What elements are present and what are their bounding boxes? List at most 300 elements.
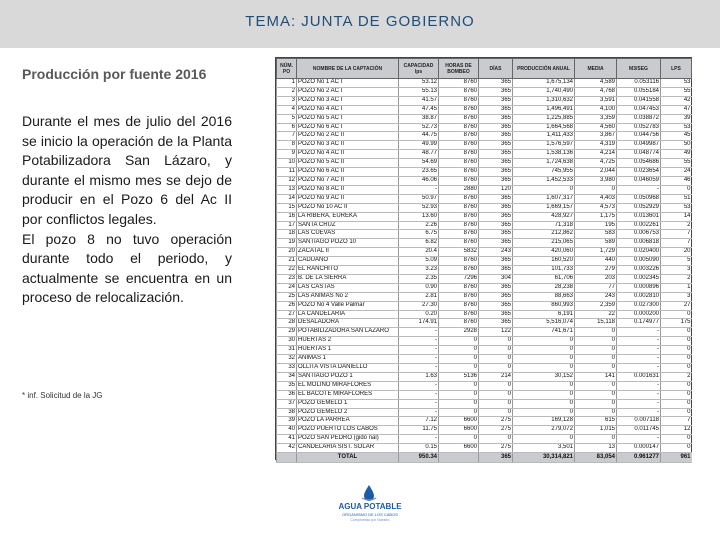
table-cell: - [399,328,439,337]
table-cell: 1,538,136 [513,150,575,159]
table-row [277,408,692,417]
table-cell: 0.005090 [617,257,661,266]
table-cell: 5 [277,114,297,123]
table-cell: 5832 [439,248,479,257]
table-cell: 428,927 [513,212,575,221]
table-cell: POZO No 9 AC II [297,194,399,203]
table-cell: - [399,390,439,399]
table-cell: 0 [575,381,617,390]
table-cell: EL MOLINO MIRAFLORES [297,381,399,390]
table-cell: 31 [277,346,297,355]
table-cell: 38.87 [399,114,439,123]
table-cell: 365 [479,176,513,185]
table-cell: 7 [661,230,692,239]
total-cell: 365 [479,453,513,463]
table-cell: 0 [439,364,479,373]
table-cell: 6.75 [399,230,439,239]
table-row [277,310,692,319]
logo-subtitle: ORGANISMO DE LOS CABOS [342,512,398,517]
table-cell: 0 [513,408,575,417]
table-cell: 54.69 [399,159,439,168]
table-cell: 8760 [439,266,479,275]
table-cell: 0 [479,364,513,373]
table-total-row [277,453,692,463]
table-row [277,239,692,248]
table-cell: 0.041558 [617,96,661,105]
table-cell: CADUAÑO [297,257,399,266]
column-header: NÚM. PO [277,59,297,79]
table-row [277,123,692,132]
table-cell: 365 [479,230,513,239]
table-row [277,194,692,203]
table-cell: 44.75 [399,132,439,141]
table-cell: 13 [575,444,617,453]
table-cell: POZO No 5 AC II [297,159,399,168]
table-cell: 8760 [439,221,479,230]
table-cell: 365 [479,212,513,221]
table-cell: 0 [575,408,617,417]
table-cell: 0.020400 [617,248,661,257]
table-cell: 0 [661,390,692,399]
table-cell: 2 [661,221,692,230]
table-cell: 1,669,157 [513,203,575,212]
table-row [277,248,692,257]
table-cell: 5.09 [399,257,439,266]
table-cell: 8760 [439,283,479,292]
table-row [277,105,692,114]
left-content [22,66,232,308]
table-cell: 8760 [439,292,479,301]
table-cell: - [399,399,439,408]
table-cell: 35 [277,381,297,390]
table-cell: 0.002810 [617,292,661,301]
table-cell: 0 [513,435,575,444]
table-cell: 365 [479,132,513,141]
table-cell: 41.57 [399,96,439,105]
table-cell: 11.75 [399,426,439,435]
table-cell: 8760 [439,123,479,132]
table-cell: 0 [661,355,692,364]
table-cell: DESALADORA [297,319,399,328]
table-cell: 5 [661,257,692,266]
table-cell: 88,663 [513,292,575,301]
table-cell: 0.15 [399,444,439,453]
table-cell: 2 [277,87,297,96]
table-cell: 41 [277,435,297,444]
table-cell: 7296 [439,274,479,283]
table-cell: 0 [575,185,617,194]
table-cell: 0 [661,399,692,408]
page-title: TEMA: JUNTA DE GOBIERNO [245,13,475,30]
table-cell: 0 [661,444,692,453]
table-cell: 195 [575,221,617,230]
table-cell: 9 [277,150,297,159]
table-row [277,221,692,230]
column-header: DÍAS [479,59,513,79]
table-cell: 7 [661,417,692,426]
table-cell: POZO No 4 AC I [297,105,399,114]
table-row [277,87,692,96]
table-cell: 120 [479,185,513,194]
table-cell: 48.77 [399,150,439,159]
table-cell: - [617,364,661,373]
table-cell: 0 [479,435,513,444]
table-cell: 1,724,638 [513,159,575,168]
table-cell: 4,560 [575,123,617,132]
table-cell: 440 [575,257,617,266]
table-row [277,417,692,426]
table-cell: 30,152 [513,372,575,381]
table-cell: 741,671 [513,328,575,337]
footnote: * inf. Solicitud de la JG [22,391,103,400]
table-cell: SANTIAGO POZO 1 [297,372,399,381]
table-cell: 34 [277,372,297,381]
table-cell: - [617,328,661,337]
table-cell: LAS CASTAS [297,283,399,292]
table-cell: POZO No 4 AC II [297,150,399,159]
table-cell: POZO GEMELO 1 [297,399,399,408]
table-row [277,435,692,444]
table-cell: 0 [661,381,692,390]
table-cell: 0 [661,346,692,355]
table-cell: 24 [661,168,692,177]
table-cell: - [399,408,439,417]
table-cell: 26 [277,301,297,310]
column-header: LPS [661,59,692,79]
table-cell: POZO No 7 AC II [297,176,399,185]
table-cell: 1,225,885 [513,114,575,123]
table-cell: 1,452,533 [513,176,575,185]
table-cell: - [399,185,439,194]
table-cell: 42 [661,96,692,105]
table-cell: 32 [277,355,297,364]
table-row [277,168,692,177]
total-cell: 950.34 [399,453,439,463]
table-cell: 0 [479,337,513,346]
table-cell: 4,319 [575,141,617,150]
table-cell: LA RIBERA, EUREKA [297,212,399,221]
table-row [277,319,692,328]
table-cell: 53 [661,79,692,88]
table-cell: 53.12 [399,79,439,88]
table-row [277,337,692,346]
table-cell: 0 [479,399,513,408]
table-cell: 2,359 [575,301,617,310]
table-cell: LA CANDELARIA [297,310,399,319]
table-row [277,212,692,221]
table-cell: 1,740,490 [513,87,575,96]
table-row [277,301,692,310]
table-cell: 0 [513,390,575,399]
table-cell: 14 [661,212,692,221]
table-cell: POZO No 4 Valle Palmar [297,301,399,310]
table-cell: 1 [277,79,297,88]
table-cell: 49 [661,150,692,159]
table-row [277,150,692,159]
table-cell: 304 [479,274,513,283]
table-cell: ZACATAL II [297,248,399,257]
table-cell: POZO No 6 AC I [297,123,399,132]
table-cell: 279,072 [513,426,575,435]
table-cell: 22 [575,310,617,319]
table-row [277,399,692,408]
table-cell: 23 [277,274,297,283]
table-cell: B. DE LA SIERRA [297,274,399,283]
table-cell: 0.049987 [617,141,661,150]
table-cell: POZO SAN PEDRO (gido nal) [297,435,399,444]
table-cell: 71,318 [513,221,575,230]
table-cell: POZO No 10 AC II [297,203,399,212]
column-header: PRODUCCIÓN ANUAL [513,59,575,79]
table-cell: 55.13 [399,87,439,96]
table-cell: 8760 [439,105,479,114]
table-cell: 275 [479,444,513,453]
table-cell: 0 [479,381,513,390]
table-row [277,176,692,185]
table-cell: 1.63 [399,372,439,381]
table-cell: 365 [479,239,513,248]
table-cell: - [617,337,661,346]
table-row [277,114,692,123]
table-cell: 275 [479,426,513,435]
table-cell: 8760 [439,319,479,328]
table-cell: 6600 [439,417,479,426]
table-cell: 175 [661,319,692,328]
table-cell: 24 [277,283,297,292]
table-cell: 8760 [439,301,479,310]
table-cell: - [617,355,661,364]
table-row [277,159,692,168]
table-cell: 0 [661,310,692,319]
table-cell: 0 [513,346,575,355]
table-cell: - [617,408,661,417]
table-cell: 589 [575,239,617,248]
table-cell: 0 [661,328,692,337]
table-row [277,132,692,141]
table-cell: 8760 [439,257,479,266]
table-row [277,364,692,373]
table-cell: 6 [277,123,297,132]
table-cell: 4,214 [575,150,617,159]
table-cell: 169,128 [513,417,575,426]
table-cell: 4 [277,105,297,114]
table-cell: 20.4 [399,248,439,257]
table-cell: 7 [661,239,692,248]
table-cell: 42 [277,444,297,453]
table-row [277,292,692,301]
table-cell: 0 [575,337,617,346]
organization-logo [312,490,422,530]
table-cell: 0.046059 [617,176,661,185]
column-header: NOMBRE DE LA CAPTACIÓN [297,59,399,79]
table-cell: 8760 [439,176,479,185]
table-cell: 30 [277,337,297,346]
table-cell: 365 [479,301,513,310]
table-cell: 0.013601 [617,212,661,221]
table-cell: 8 [277,141,297,150]
table-cell: 37 [277,399,297,408]
table-cell: 365 [479,141,513,150]
column-header: HORAS DE BOMBEO [439,59,479,79]
table-cell: 46 [661,176,692,185]
table-cell: 0 [575,435,617,444]
table-cell: 1,576,597 [513,141,575,150]
table-cell: 0.001631 [617,372,661,381]
table-cell: 14 [277,194,297,203]
table-cell: 0 [479,408,513,417]
table-cell: 0.054686 [617,159,661,168]
table-cell: 141 [575,372,617,381]
table-cell: 8760 [439,230,479,239]
table-cell: POZO No 3 AC I [297,96,399,105]
table-cell: 243 [575,292,617,301]
table-cell: 365 [479,292,513,301]
table-cell: 365 [479,123,513,132]
table-cell: 8760 [439,114,479,123]
table-cell: 6600 [439,426,479,435]
table-cell: 25 [277,292,297,301]
table-cell: POZO No 1 AC I [297,79,399,88]
table-cell: LAS CUEVAS [297,230,399,239]
table-cell: - [399,364,439,373]
table-cell: OLLITA VISTA DANIELLO [297,364,399,373]
table-row [277,390,692,399]
table-cell: 0.002261 [617,221,661,230]
table-cell: 50.97 [399,194,439,203]
table-cell: 8760 [439,203,479,212]
table-cell: 8760 [439,96,479,105]
production-table [276,58,692,463]
table-cell: 0.052929 [617,203,661,212]
table-cell: 365 [479,114,513,123]
table-cell: POZO LA PARREA [297,417,399,426]
table-cell: 27 [277,310,297,319]
table-cell: 0.023654 [617,168,661,177]
table-cell: 3 [661,266,692,275]
table-row [277,185,692,194]
table-cell: 52.93 [399,203,439,212]
table-cell: 365 [479,319,513,328]
table-cell: 12 [661,426,692,435]
table-cell: 8760 [439,212,479,221]
table-row [277,444,692,453]
table-cell: EL BACOTE MIRAFLORES [297,390,399,399]
table-row [277,274,692,283]
table-cell: 0 [479,390,513,399]
table-row [277,328,692,337]
table-cell: 0 [575,328,617,337]
table-cell: 5,516,074 [513,319,575,328]
table-cell: 365 [479,168,513,177]
table-cell: 8760 [439,194,479,203]
table-cell: - [399,355,439,364]
table-cell: 49.99 [399,141,439,150]
table-cell: 0 [479,355,513,364]
table-cell: 18 [277,230,297,239]
table-cell: 55 [661,159,692,168]
table-cell: 1,607,317 [513,194,575,203]
table-cell: 0.050968 [617,194,661,203]
table-cell: 39 [277,417,297,426]
table-cell: 0.011745 [617,426,661,435]
table-cell: 365 [479,96,513,105]
table-cell: 0.052783 [617,123,661,132]
table-cell: 0.055184 [617,87,661,96]
table-cell: 212,862 [513,230,575,239]
table-cell: 2 [661,372,692,381]
table-cell: 1,411,433 [513,132,575,141]
table-cell: 1,175 [575,212,617,221]
table-cell: POZO No 8 AC II [297,185,399,194]
logo-tagline: Compromiso por Nuestro [350,518,390,522]
table-cell: 6.82 [399,239,439,248]
table-cell: 7 [277,132,297,141]
table-cell: 0 [439,390,479,399]
table-cell: 16 [277,212,297,221]
table-cell: 0.002345 [617,274,661,283]
table-cell: 0.044756 [617,132,661,141]
table-cell: 11 [277,168,297,177]
table-cell: 61,706 [513,274,575,283]
table-cell: POZO No 2 AC I [297,87,399,96]
table-cell: 45 [661,132,692,141]
total-cell: 30,314,821 [513,453,575,463]
table-cell: 0.006818 [617,239,661,248]
table-cell: 23.65 [399,168,439,177]
table-cell: 3 [661,292,692,301]
table-cell: SANTA CRUZ [297,221,399,230]
table-cell: 0 [661,408,692,417]
table-cell: 4,100 [575,105,617,114]
table-cell: 0 [575,390,617,399]
table-row [277,283,692,292]
table-cell: 21 [277,257,297,266]
table-cell: 101,733 [513,266,575,275]
table-cell: 4,589 [575,79,617,88]
table-cell: 365 [479,150,513,159]
table-cell: 3,501 [513,444,575,453]
table-cell: 6,191 [513,310,575,319]
table-cell: 4,768 [575,87,617,96]
table-cell: 0 [513,364,575,373]
table-cell: - [617,399,661,408]
table-cell: 0.027300 [617,301,661,310]
table-cell: 28,238 [513,283,575,292]
table-row [277,79,692,88]
table-cell: 33 [277,364,297,373]
table-cell: POZO No 6 AC II [297,168,399,177]
table-cell: - [617,346,661,355]
table-cell: 22 [277,266,297,275]
table-cell: 275 [479,417,513,426]
table-cell: 0.174977 [617,319,661,328]
table-cell: - [617,390,661,399]
table-cell: 1 [661,283,692,292]
table-cell: 365 [479,266,513,275]
table-cell: 0.003226 [617,266,661,275]
table-cell: 27.30 [399,301,439,310]
table-cell: 8760 [439,150,479,159]
section-subtitle: Producción por fuente 2016 [22,66,207,82]
table-cell: 0 [439,408,479,417]
table-cell: 46.06 [399,176,439,185]
table-cell: 12 [277,176,297,185]
table-row [277,266,692,275]
table-cell: 0.048774 [617,150,661,159]
table-row [277,230,692,239]
paragraph-plant: Durante el mes de julio del 2016 se inicio la operación de la Planta Potabilizadora San Lázaro, y durante el mismo mes se dejo de producir en el Pozo 6 del Ac II por conflictos legales. [22,113,232,227]
table-cell: 29 [277,328,297,337]
